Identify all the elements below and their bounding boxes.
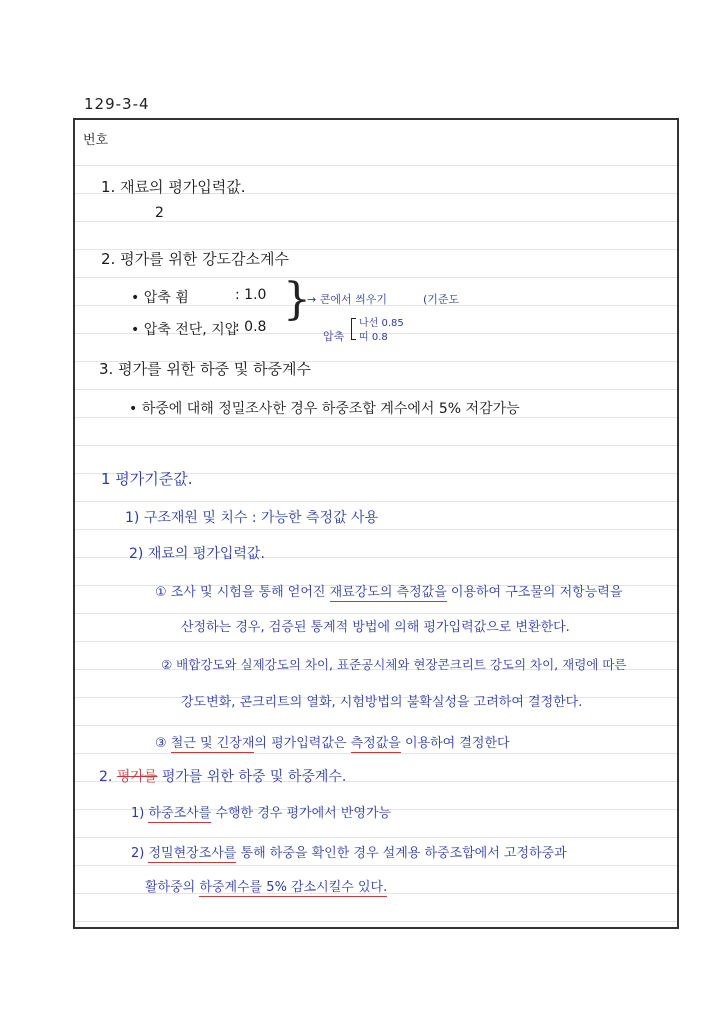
section3-title: 3. 평가를 위한 하중 및 하중계수 [99, 360, 312, 378]
partb-c3-post: 이용하여 결정한다 [400, 736, 510, 751]
partc-heading-struck: 평가를 [116, 769, 158, 785]
partb-item1: 1) 구조재원 및 치수 : 가능한 측정값 사용 [125, 510, 379, 526]
note-sheet [73, 118, 679, 929]
section2-row2-label: • 압축 전단, 지압 [131, 322, 239, 338]
section3-bullet: • 하중에 대해 정밀조사한 경우 하중조합 계수에서 5% 저감가능 [129, 401, 520, 417]
partc-heading [99, 766, 346, 786]
partc-item3-underlined: 하중계수를 5% 감소시킬수 있다. [199, 880, 388, 895]
partb-c2-line2: 강도변화, 콘크리트의 열화, 시험방법의 불확실성을 고려하여 결정한다. [181, 695, 583, 710]
bracket-icon [351, 318, 356, 340]
partb-c3-pre: ③ [155, 736, 171, 751]
partc-item1-underlined: 하중조사를 [148, 806, 212, 821]
partb-c3-underlined1: 철근 및 긴장재 [170, 736, 255, 751]
bracket-prefix: 압축 [323, 330, 345, 343]
bracket-line2: 띠 0.8 [359, 332, 388, 343]
partb-heading: 1 평가기준값. [101, 470, 193, 488]
section2-row1-value: : 1.0 [235, 287, 267, 303]
section1-value: 2 [155, 205, 164, 221]
partc-heading-post: 평가를 위한 하중 및 하중계수. [157, 769, 347, 785]
partb-c1-line1-pre: ① 조사 및 시험을 통해 얻어진 [155, 585, 330, 600]
partb-c3 [155, 732, 510, 751]
bracket-line1: 나선 0.85 [359, 318, 404, 329]
partb-c1-line1-underlined: 재료강도의 측정값을 [329, 585, 447, 600]
partc-item3-pre: 활하중의 [145, 880, 200, 895]
partb-c1-line2: 산정하는 경우, 검증된 통계적 방법에 의해 평가입력값으로 변환한다. [181, 620, 570, 635]
partb-c3-underlined2: 측정값을 [350, 736, 401, 751]
section1-title: 1. 재료의 평가입력값. [101, 178, 246, 196]
section2-row1-label: • 압축 휨 [131, 290, 189, 306]
partc-item2-underlined: 정밀현장조사를 [148, 846, 237, 861]
partc-heading-pre: 2. [99, 769, 117, 785]
page-id: 129-3-4 [84, 95, 150, 113]
partb-c3-mid: 의 평가입력값은 [254, 736, 351, 751]
partb-c1-line1-post: 이용하여 구조물의 저항능력을 [446, 585, 623, 600]
partc-item1-post: 수행한 경우 평가에서 반영가능 [211, 806, 392, 821]
partb-item2: 2) 재료의 평가입력값. [129, 546, 265, 562]
section2-title: 2. 평가를 위한 강도감소계수 [101, 250, 290, 268]
curly-brace-icon: } [283, 274, 311, 325]
partc-item2-post: 통해 하중을 확인한 경우 설계용 하중조합에서 고정하중과 [236, 846, 567, 861]
number-label: 번호 [83, 133, 109, 148]
brace-note-arrow: → 콘에서 씌우기 [307, 293, 387, 306]
partb-c2-line1: ② 배합강도와 실제강도의 차이, 표준공시체와 현장콘크리트 강도의 차이, 재령에 따른 [161, 657, 627, 672]
section2-row2-value: : 0.8 [235, 319, 267, 335]
partc-item3 [145, 876, 387, 895]
brace-note-paren: (기준도 [423, 293, 460, 306]
partc-item2 [131, 842, 567, 861]
partb-c1-line1 [155, 581, 622, 600]
partc-item1 [131, 802, 391, 821]
partc-item1-pre: 1) [131, 806, 149, 821]
partc-item2-pre: 2) [131, 846, 149, 861]
